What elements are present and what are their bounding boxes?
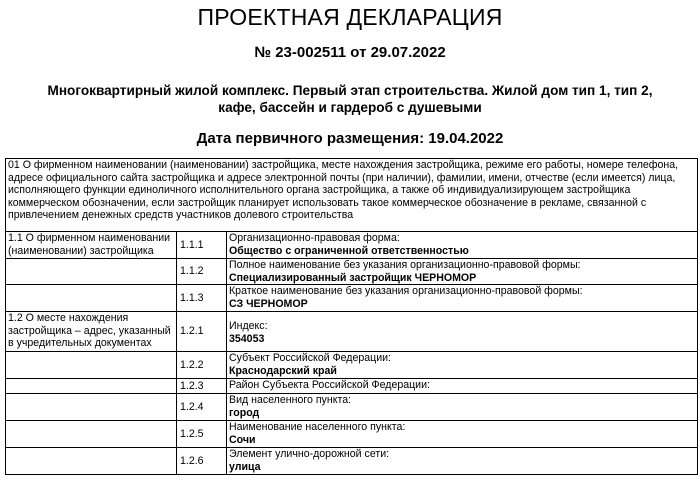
row-code: 1.1.1 — [177, 232, 227, 259]
row-value: улица — [229, 460, 261, 473]
row-content — [227, 285, 698, 312]
row-content — [227, 312, 698, 352]
empty-cell — [6, 285, 177, 312]
row-label: Район Субъекта Российской Федерации: — [229, 379, 430, 392]
row-code: 1.2.5 — [177, 421, 227, 448]
row-code: 1.2.6 — [177, 448, 227, 475]
row-content — [227, 352, 698, 379]
row-label: Субъект Российской Федерации: — [229, 352, 391, 365]
first-posting-date: Дата первичного размещения: 19.04.2022 — [196, 130, 504, 147]
row-code: 1.2.1 — [177, 312, 227, 352]
row-value: 354053 — [229, 332, 265, 345]
row-content — [227, 421, 698, 448]
row-label: Краткое наименование без указания организационно-правовой формы: — [229, 285, 583, 298]
row-code: 1.2.4 — [177, 394, 227, 421]
table-row — [6, 312, 698, 352]
empty-cell — [6, 448, 177, 475]
row-label: Индекс: — [229, 320, 268, 333]
group-title: 1.1 О фирменном наименовании (наименовании) застройщика — [6, 232, 177, 259]
table-row — [6, 285, 698, 312]
declaration-table — [5, 158, 698, 475]
row-value: Специализированный застройщик ЧЕРНОМОР — [229, 271, 477, 284]
empty-cell — [6, 352, 177, 379]
table-row — [6, 259, 698, 285]
table-row — [6, 232, 698, 259]
row-label: Элемент улично-дорожной сети: — [229, 448, 390, 461]
row-label: Наименование населенного пункта: — [229, 421, 406, 434]
row-label: Организационно-правовая форма: — [229, 232, 400, 244]
row-content — [227, 232, 698, 259]
declaration-number: № 23-002511 от 29.07.2022 — [254, 44, 446, 61]
table-row — [6, 379, 698, 394]
row-value: Сочи — [229, 433, 256, 446]
table-row — [6, 421, 698, 448]
table-row — [6, 394, 698, 421]
row-content — [227, 379, 698, 394]
empty-cell — [6, 394, 177, 421]
row-code: 1.2.3 — [177, 379, 227, 394]
row-code: 1.2.2 — [177, 352, 227, 379]
project-description: Многоквартирный жилой комплекс. Первый этап строительства. Жилой дом тип 1, тип 2, кафе, бассейн и гардероб с душевыми — [47, 83, 653, 115]
row-content — [227, 259, 698, 285]
row-value: Общество с ограниченной ответственностью — [229, 244, 469, 257]
row-value: город — [229, 406, 260, 419]
row-content — [227, 394, 698, 421]
empty-cell — [6, 379, 177, 394]
row-label: Полное наименование без указания организационно-правовой формы: — [229, 259, 581, 271]
row-code: 1.1.3 — [177, 285, 227, 312]
table-row — [6, 352, 698, 379]
empty-cell — [6, 421, 177, 448]
table-row — [6, 448, 698, 475]
row-value: Краснодарский край — [229, 364, 337, 377]
row-value: СЗ ЧЕРНОМОР — [229, 297, 308, 310]
section-01-text: 01 О фирменном наименовании (наименовании) застройщика, месте нахождения застройщика, режиме его работы, номере телефона, адресе официального сайта застройщика и адресе электронной почты (при наличии), фамилии, имени, отчестве (если имеется) лица, исполняющего функции единоличного исполнительного органа застройщика, а также об индивидуализирующем застройщика коммерческом обозначении, если застройщик планирует использовать такое коммерческое обозначение в рекламе, связанной с привлечением денежных средств участников долевого строительства — [6, 159, 698, 232]
row-label: Вид населенного пункта: — [229, 394, 352, 407]
group-title: 1.2 О месте нахождения застройщика – адрес, указанный в учредительных документах — [6, 312, 177, 352]
document-title: ПРОЕКТНАЯ ДЕКЛАРАЦИЯ — [197, 4, 503, 30]
section-01-row — [6, 159, 698, 232]
empty-cell — [6, 259, 177, 285]
row-code: 1.1.2 — [177, 259, 227, 285]
row-content — [227, 448, 698, 475]
